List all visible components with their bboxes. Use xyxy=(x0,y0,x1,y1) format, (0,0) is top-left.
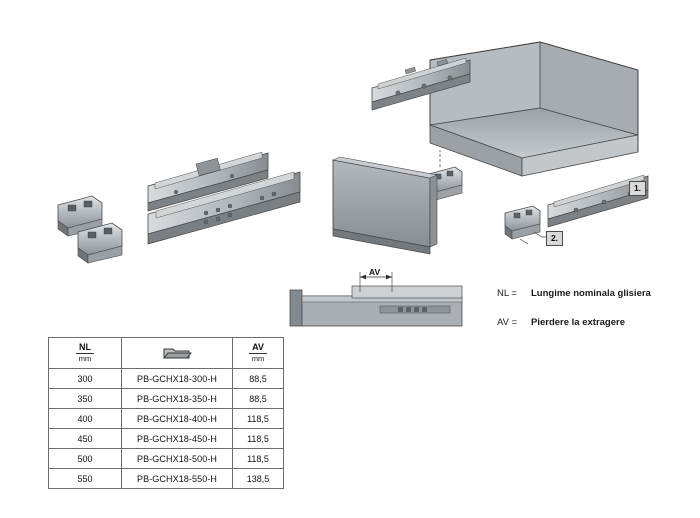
cell-code: PB-GCHX18-400-H xyxy=(122,409,233,429)
cell-av: 118,5 xyxy=(233,449,284,469)
table-header-row xyxy=(49,338,284,369)
table-header-av-unit: mm xyxy=(251,354,265,364)
table-row xyxy=(49,409,284,429)
product-icon xyxy=(162,346,192,360)
cell-code: PB-GCHX18-300-H xyxy=(122,369,233,389)
cell-nl: 300 xyxy=(49,369,122,389)
cell-code: PB-GCHX18-350-H xyxy=(122,389,233,409)
table-header-nl-unit: mm xyxy=(78,354,92,364)
callout-1: 1. xyxy=(629,181,646,196)
table-header-av-name: AV xyxy=(249,343,267,354)
mounting-bracket-right xyxy=(505,206,546,244)
legend-nl-value: Lungime nominala glisiera xyxy=(531,288,651,299)
callout-2: 2. xyxy=(546,231,563,246)
cell-nl: 350 xyxy=(49,389,122,409)
side-view-section xyxy=(290,272,462,326)
legend-nl xyxy=(497,288,651,299)
cell-code: PB-GCHX18-450-H xyxy=(122,429,233,449)
legend-av-key: AV = xyxy=(497,317,518,328)
specification-table xyxy=(48,337,284,489)
cell-av: 88,5 xyxy=(233,389,284,409)
table-header-nl-name: NL xyxy=(76,343,94,354)
legend-av-value: Pierdere la extragere xyxy=(531,317,626,328)
table-row xyxy=(49,469,284,489)
cell-av: 118,5 xyxy=(233,429,284,449)
cell-nl: 400 xyxy=(49,409,122,429)
cell-av: 138,5 xyxy=(233,469,284,489)
cell-nl: 450 xyxy=(49,429,122,449)
drawer-front-panel xyxy=(333,157,437,254)
table-row xyxy=(49,369,284,389)
cell-av: 88,5 xyxy=(233,369,284,389)
table-row xyxy=(49,429,284,449)
table-header-nl xyxy=(49,338,122,369)
table-header-av xyxy=(233,338,284,369)
slide-rail-left-pair xyxy=(148,152,300,244)
cell-nl: 550 xyxy=(49,469,122,489)
legend-av xyxy=(497,317,625,328)
legend-nl-key: NL = xyxy=(497,288,517,299)
cell-av: 118,5 xyxy=(233,409,284,429)
cell-code: PB-GCHX18-550-H xyxy=(122,469,233,489)
table-header-code xyxy=(122,338,233,369)
table-row xyxy=(49,389,284,409)
dimension-label-av: AV xyxy=(369,267,381,277)
table-row xyxy=(49,449,284,469)
cell-code: PB-GCHX18-500-H xyxy=(122,449,233,469)
cell-nl: 500 xyxy=(49,449,122,469)
